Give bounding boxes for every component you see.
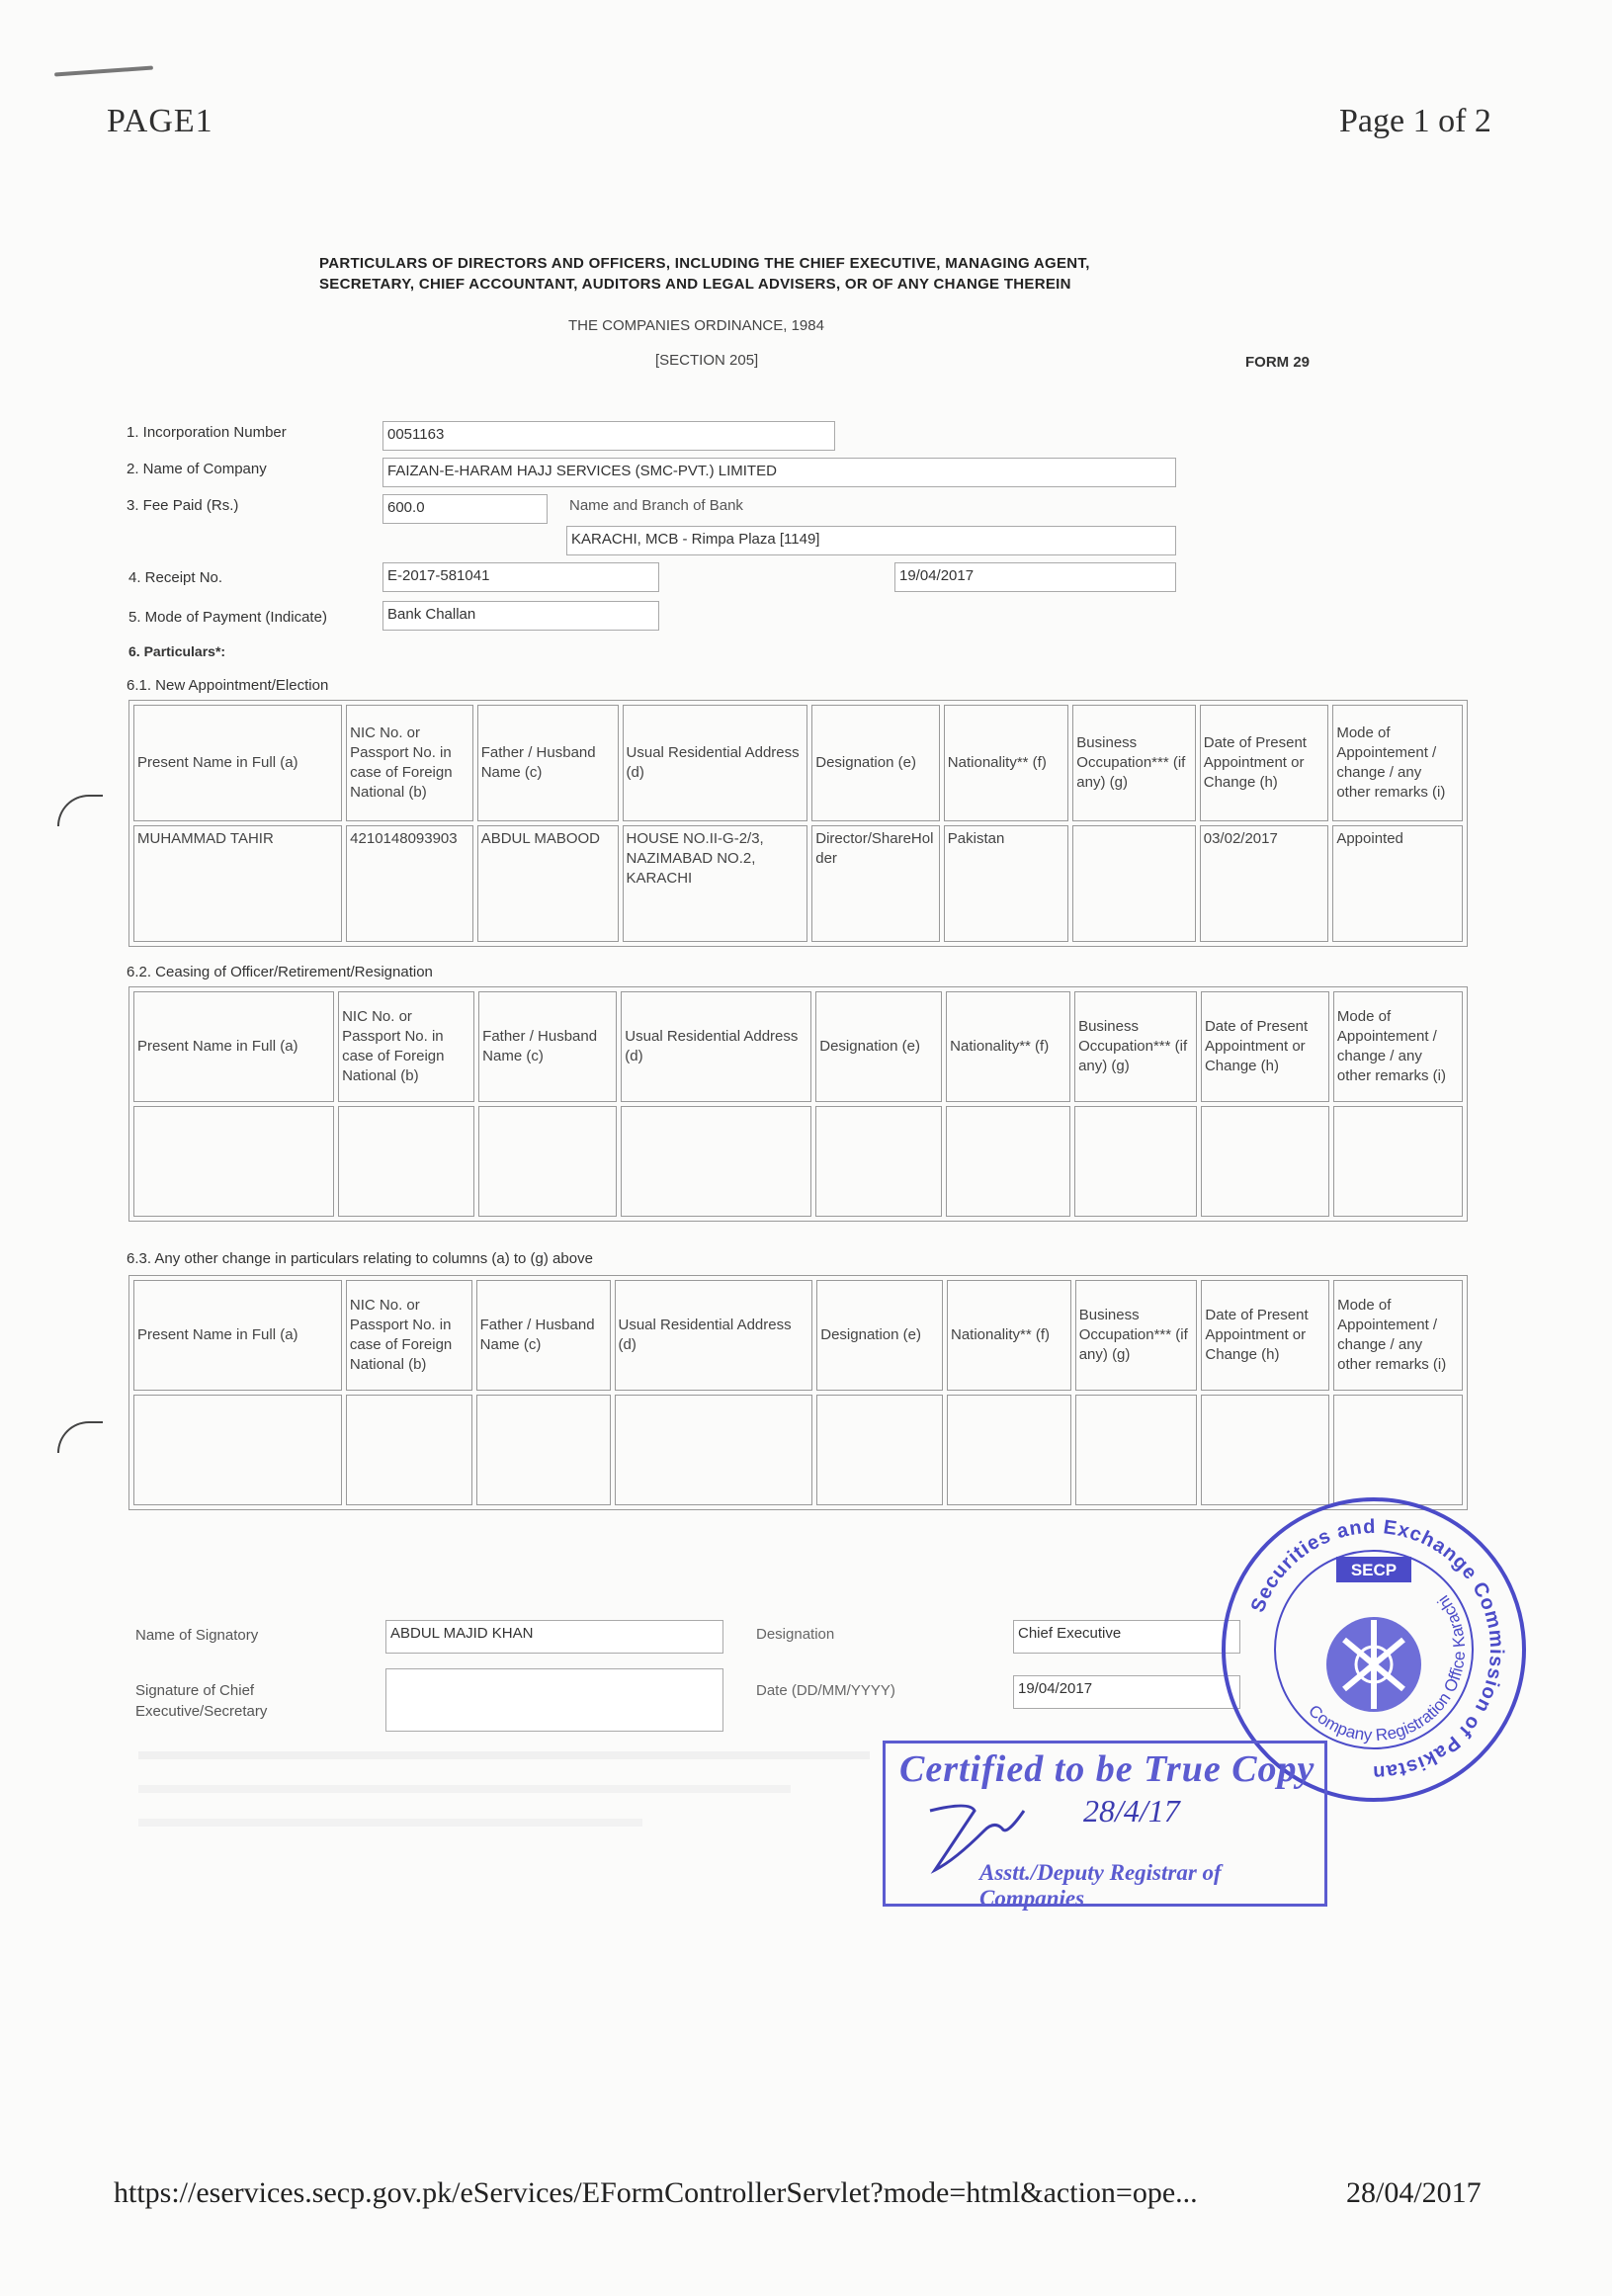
- empty-cell: [815, 1106, 942, 1217]
- cell-father: ABDUL MABOOD: [477, 825, 619, 942]
- col-father-header: Father / Husband Name (c): [476, 1280, 611, 1391]
- col-nic-header: NIC No. or Passport No. in case of Foreign National (b): [346, 1280, 472, 1391]
- table-row: [133, 1395, 1463, 1505]
- other-change-table: [128, 1275, 1468, 1510]
- col-name-header: Present Name in Full (a): [133, 1280, 342, 1391]
- empty-cell: [947, 1395, 1071, 1505]
- col-date-header: Date of Present Appointment or Change (h): [1200, 705, 1329, 821]
- cell-name: MUHAMMAD TAHIR: [133, 825, 342, 942]
- empty-cell: [1201, 1106, 1329, 1217]
- col-designation-header: Designation (e): [815, 991, 942, 1102]
- form-title: [319, 253, 1179, 295]
- ceasing-table: [128, 986, 1468, 1222]
- table-header-row: [133, 1280, 1463, 1391]
- stamp-signature-date: 28/4/17: [1083, 1793, 1180, 1828]
- punch-hole: [57, 795, 103, 826]
- col-designation-header: Designation (e): [811, 705, 940, 821]
- cell-mode: Appointed: [1332, 825, 1463, 942]
- payment-mode-label: 5. Mode of Payment (Indicate): [128, 609, 327, 626]
- empty-cell: [621, 1106, 811, 1217]
- incorporation-label: 1. Incorporation Number: [127, 424, 287, 441]
- col-nic-header: NIC No. or Passport No. in case of Foreign National (b): [338, 991, 474, 1102]
- empty-cell: [133, 1395, 342, 1505]
- section-6-3-title: 6.3. Any other change in particulars relating to columns (a) to (g) above: [127, 1250, 593, 1267]
- staple-mark: [54, 66, 153, 77]
- receipt-field[interactable]: E-2017-581041: [382, 562, 659, 592]
- faint-footnote: [138, 1751, 870, 1759]
- stamp-subtitle: Asstt./Deputy Registrar of Companies: [979, 1860, 1222, 1911]
- col-nationality-header: Nationality** (f): [946, 991, 1070, 1102]
- col-designation-header: Designation (e): [816, 1280, 943, 1391]
- page-label: PAGE1: [107, 103, 213, 139]
- certified-true-copy-stamp: [883, 1741, 1327, 1911]
- col-father-header: Father / Husband Name (c): [478, 991, 617, 1102]
- section-6-1-title: 6.1. New Appointment/Election: [127, 677, 329, 694]
- cell-nationality: Pakistan: [944, 825, 1069, 942]
- col-nic-header: NIC No. or Passport No. in case of Foreign National (b): [346, 705, 473, 821]
- seal-outer-text: Securities and Exchange Commission of Pakistan: [1246, 1515, 1508, 1784]
- page-counter: Page 1 of 2: [1339, 103, 1491, 139]
- punch-hole: [57, 1421, 103, 1453]
- empty-cell: [1075, 1395, 1198, 1505]
- signatory-name-label: Name of Signatory: [135, 1627, 259, 1644]
- company-name-field[interactable]: FAIZAN-E-HARAM HAJJ SERVICES (SMC-PVT.) LIMITED: [382, 458, 1176, 487]
- date-field[interactable]: 19/04/2017: [1013, 1675, 1240, 1709]
- signature-label: [135, 1680, 267, 1722]
- ordinance-label: THE COMPANIES ORDINANCE, 1984: [568, 317, 824, 334]
- signature-label-line-2: Executive/Secretary: [135, 1703, 268, 1720]
- date-label: Date (DD/MM/YYYY): [756, 1682, 895, 1699]
- empty-cell: [346, 1395, 472, 1505]
- cell-date: 03/02/2017: [1200, 825, 1329, 942]
- signature-field[interactable]: [385, 1668, 723, 1732]
- col-father-header: Father / Husband Name (c): [477, 705, 619, 821]
- company-name-label: 2. Name of Company: [127, 461, 267, 477]
- col-occupation-header: Business Occupation*** (if any) (g): [1074, 991, 1197, 1102]
- col-occupation-header: Business Occupation*** (if any) (g): [1075, 1280, 1198, 1391]
- faint-footnote: [138, 1819, 642, 1827]
- receipt-label: 4. Receipt No.: [128, 569, 223, 586]
- empty-cell: [1333, 1106, 1463, 1217]
- particulars-label: 6. Particulars*:: [128, 643, 226, 659]
- empty-cell: [615, 1395, 813, 1505]
- empty-cell: [1333, 1395, 1463, 1505]
- section-6-2-title: 6.2. Ceasing of Officer/Retirement/Resignation: [127, 964, 433, 980]
- col-mode-header: Mode of Appointement / change / any other remarks (i): [1333, 1280, 1463, 1391]
- bank-label: Name and Branch of Bank: [569, 497, 743, 514]
- col-name-header: Present Name in Full (a): [133, 705, 342, 821]
- col-mode-header: Mode of Appointement / change / any other remarks (i): [1332, 705, 1463, 821]
- empty-cell: [946, 1106, 1070, 1217]
- fee-field[interactable]: 600.0: [382, 494, 548, 524]
- table-header-row: [133, 705, 1463, 821]
- incorporation-field[interactable]: 0051163: [382, 421, 835, 451]
- seal-inner-text: Company Registration Office Karachi: [1305, 1591, 1470, 1745]
- cell-occupation: [1072, 825, 1195, 942]
- cell-designation: Director/ShareHolder: [811, 825, 940, 942]
- cell-nic: 4210148093903: [346, 825, 473, 942]
- signature-label-line-1: Signature of Chief: [135, 1682, 255, 1699]
- empty-cell: [1201, 1395, 1329, 1505]
- empty-cell: [478, 1106, 617, 1217]
- col-date-header: Date of Present Appointment or Change (h): [1201, 1280, 1329, 1391]
- col-mode-header: Mode of Appointement / change / any other remarks (i): [1333, 991, 1463, 1102]
- form-title-line-1: PARTICULARS OF DIRECTORS AND OFFICERS, INCLUDING THE CHIEF EXECUTIVE, MANAGING AGENT,: [319, 255, 1090, 272]
- empty-cell: [1074, 1106, 1197, 1217]
- signatory-name-field[interactable]: ABDUL MAJID KHAN: [385, 1620, 723, 1654]
- form-number: FORM 29: [1245, 354, 1311, 371]
- footer-url: https://eservices.secp.gov.pk/eServices/EFormControllerServlet?mode=html&action=ope...: [114, 2176, 1198, 2209]
- faint-footnote: [138, 1785, 791, 1793]
- new-appointment-table: [128, 700, 1468, 947]
- col-nationality-header: Nationality** (f): [944, 705, 1069, 821]
- table-row: [133, 1106, 1463, 1217]
- col-name-header: Present Name in Full (a): [133, 991, 334, 1102]
- form-title-line-2: SECRETARY, CHIEF ACCOUNTANT, AUDITORS AND LEGAL ADVISERS, OR OF ANY CHANGE THEREIN: [319, 276, 1071, 293]
- bank-field[interactable]: KARACHI, MCB - Rimpa Plaza [1149]: [566, 526, 1176, 555]
- table-header-row: [133, 991, 1463, 1102]
- cell-address: HOUSE NO.II-G-2/3, NAZIMABAD NO.2, KARACHI: [623, 825, 808, 942]
- footer-date: 28/04/2017: [1346, 2176, 1482, 2209]
- empty-cell: [816, 1395, 943, 1505]
- designation-field[interactable]: Chief Executive: [1013, 1620, 1240, 1654]
- table-row: [133, 825, 1463, 942]
- designation-label: Designation: [756, 1626, 835, 1643]
- col-address-header: Usual Residential Address (d): [615, 1280, 813, 1391]
- seal-badge: SECP: [1350, 1561, 1398, 1579]
- payment-mode-field[interactable]: Bank Challan: [382, 601, 659, 631]
- section-label: [SECTION 205]: [655, 352, 759, 369]
- col-nationality-header: Nationality** (f): [947, 1280, 1071, 1391]
- empty-cell: [476, 1395, 611, 1505]
- col-address-header: Usual Residential Address (d): [623, 705, 808, 821]
- stamp-heading: Certified to be True Copy: [899, 1748, 1315, 1790]
- receipt-date-field[interactable]: 19/04/2017: [894, 562, 1176, 592]
- col-address-header: Usual Residential Address (d): [621, 991, 811, 1102]
- fee-label: 3. Fee Paid (Rs.): [127, 497, 239, 514]
- col-date-header: Date of Present Appointment or Change (h): [1201, 991, 1329, 1102]
- col-occupation-header: Business Occupation*** (if any) (g): [1072, 705, 1195, 821]
- empty-cell: [338, 1106, 474, 1217]
- empty-cell: [133, 1106, 334, 1217]
